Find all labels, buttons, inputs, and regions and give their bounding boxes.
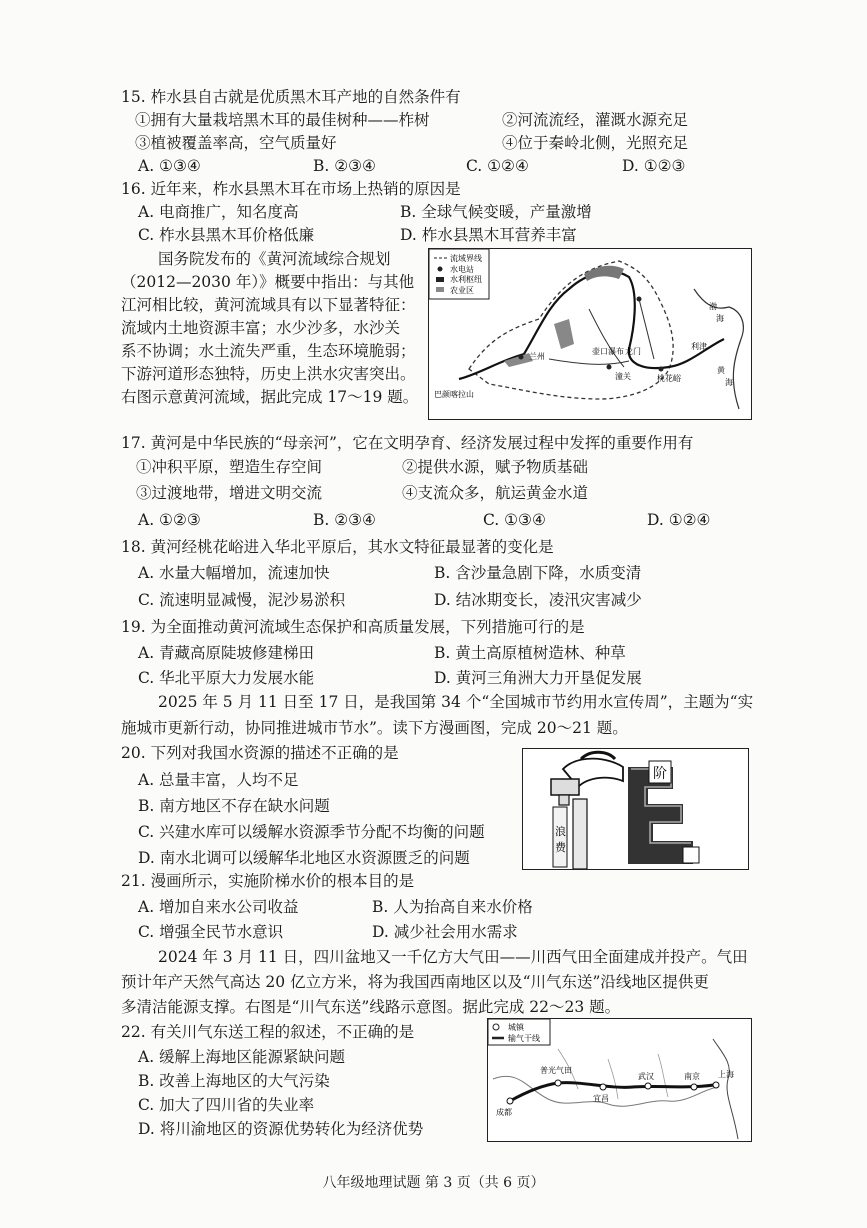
map1-label: 海 — [725, 378, 733, 387]
map2-label: 上海 — [718, 1070, 734, 1079]
legend-label: 水利枢纽 — [450, 275, 482, 284]
passage3-line: 多清洁能源支撑。右图是“川气东送”线路示意图。据此完成 22～23 题。 — [121, 998, 621, 1016]
q17-option-d: D. ①②④ — [647, 511, 711, 529]
q18-option-b: B. 含沙量急剧下降，水质变清 — [434, 564, 642, 582]
q22-option-d: D. 将川渝地区的资源优势转化为经济优势 — [138, 1120, 424, 1138]
yellow-river-map — [428, 248, 752, 420]
q21-option-a: A. 增加自来水公司收益 — [138, 898, 299, 916]
gas-pipeline-map — [487, 1018, 752, 1142]
q17-option-b: B. ②③④ — [313, 511, 376, 529]
legend-label: 输气干线 — [508, 1034, 540, 1043]
map2-label: 宜昌 — [593, 1094, 609, 1103]
q17-statement-4: ④支流众多，航运黄金水道 — [402, 484, 589, 502]
map1-label: 巴颜喀拉山 — [434, 390, 474, 399]
q19-option-a: A. 青藏高原陡坡修建梯田 — [138, 644, 315, 662]
q21-stem: 21. 漫画所示，实施阶梯水价的根本目的是 — [121, 872, 415, 890]
page-footer: 八年级地理试题 第 3 页（共 6 页） — [322, 1175, 545, 1191]
q16-option-a: A. 电商推广，知名度高 — [138, 203, 299, 221]
q16-option-b: B. 全球气候变暖，产量激增 — [400, 203, 592, 221]
q20-stem: 20. 下列对我国水资源的描述不正确的是 — [121, 744, 399, 762]
q22-option-c: C. 加大了四川省的失业率 — [138, 1096, 315, 1114]
q15-option-b: B. ②③④ — [313, 157, 376, 175]
q19-option-d: D. 黄河三角洲大力开垦促发展 — [434, 669, 642, 687]
q17-option-a: A. ①②③ — [138, 511, 201, 529]
q17-statement-2: ②提供水源，赋予物质基础 — [402, 458, 589, 476]
passage1-line: 国务院发布的《黄河流域综合规划 — [158, 250, 391, 268]
q18-option-a: A. 水量大幅增加，流速加快 — [138, 564, 330, 582]
q15-statement-2: ②河流流经，灌溉水源充足 — [502, 111, 689, 129]
passage1-line: （2012—2030 年）》概要中指出：与其他 — [121, 273, 415, 291]
q19-option-c: C. 华北平原大力发展水能 — [138, 669, 315, 687]
q21-option-b: B. 人为抬高自来水价格 — [372, 898, 533, 916]
map2-label: 武汉 — [638, 1072, 654, 1081]
q15-statement-4: ④位于秦岭北侧，光照充足 — [502, 134, 689, 152]
water-price-cartoon — [522, 748, 749, 870]
passage1-line: 系不协调；水土流失严重，生态环境脆弱； — [121, 342, 416, 360]
cartoon-char: 阶 — [653, 766, 667, 782]
legend-label: 城镇 — [508, 1023, 524, 1032]
q21-option-c: C. 增强全民节水意识 — [138, 923, 284, 941]
passage1-line: 流域内土地资源丰富；水少沙多，水沙关 — [121, 319, 401, 337]
q15-statement-3: ③植被覆盖率高，空气质量好 — [135, 134, 337, 152]
passage2-line: 2025 年 5 月 11 日至 17 日，是我国第 34 个“全国城市节约用水宣传周”，主题为“实 — [158, 693, 754, 711]
q16-stem: 16. 近年来，柞水县黑木耳在市场上热销的原因是 — [121, 180, 461, 198]
q17-option-c: C. ①③④ — [483, 511, 546, 529]
q15-option-c: C. ①②④ — [466, 157, 529, 175]
cartoon-char: 费 — [555, 841, 566, 854]
q15-stem: 15. 柞水县自古就是优质黑木耳产地的自然条件有 — [121, 88, 461, 106]
q22-option-b: B. 改善上海地区的大气污染 — [138, 1072, 330, 1090]
q17-statement-1: ①冲积平原，塑造生存空间 — [136, 458, 323, 476]
q21-option-d: D. 减少社会用水需求 — [372, 923, 518, 941]
passage2-line: 施城市更新行动，协同推进城市节水”。读下方漫画图，完成 20～21 题。 — [121, 719, 628, 737]
passage3-line: 2024 年 3 月 11 日，四川盆地又一千亿方大气田——川西气田全面建成并投产。气田 — [158, 948, 748, 966]
map1-label: 壶口瀑布 — [592, 347, 624, 356]
q22-option-a: A. 缓解上海地区能源紧缺问题 — [138, 1048, 346, 1066]
legend-hydropower-icon — [438, 267, 443, 272]
map1-label: 兰州 — [529, 352, 545, 361]
map1-label: 龙门 — [625, 347, 641, 356]
q20-option-a: A. 总量丰富，人均不足 — [138, 771, 299, 789]
legend-farmland-icon — [436, 287, 444, 292]
map2-label: 南京 — [684, 1072, 700, 1081]
map1-label: 桃花峪 — [657, 374, 681, 383]
yellow-river-map-drawing — [429, 249, 751, 419]
q20-option-d: D. 南水北调可以缓解华北地区水资源匮乏的问题 — [138, 849, 470, 867]
passage3-line: 预计年产天然气高达 20 亿立方米，将为我国西南地区以及“川气东送”沿线地区提供更 — [121, 973, 709, 991]
q17-stem: 17. 黄河是中华民族的“母亲河”，它在文明孕育、经济发展过程中发挥的重要作用有 — [121, 434, 694, 452]
q16-option-d: D. 柞水县黑木耳营养丰富 — [400, 226, 577, 244]
cartoon-char: 浪 — [555, 825, 566, 838]
map1-label: 潼关 — [615, 372, 631, 381]
q18-stem: 18. 黄河经桃花峪进入华北平原后，其水文特征最显著的变化是 — [121, 538, 554, 556]
q22-stem: 22. 有关川气东送工程的叙述，不正确的是 — [121, 1023, 415, 1041]
legend-label: 流域界线 — [450, 254, 482, 263]
cartoon-drawing — [523, 749, 748, 869]
gas-pipeline-map-drawing — [488, 1019, 751, 1141]
map1-label: 黄 — [717, 366, 725, 375]
map1-label: 利津 — [691, 342, 707, 351]
q17-statement-3: ③过渡地带，增进文明交流 — [136, 484, 323, 502]
passage1-line: 下游河道形态独特，历史上洪水灾害突出。 — [121, 365, 416, 383]
q19-stem: 19. 为全面推动黄河流域生态保护和高质量发展，下列措施可行的是 — [121, 618, 585, 636]
q15-statement-1: ①拥有大量栽培黑木耳的最佳树种——柞树 — [135, 111, 430, 129]
q16-option-c: C. 柞水县黑木耳价格低廉 — [138, 226, 315, 244]
legend-label: 农业区 — [450, 286, 474, 295]
q18-option-d: D. 结冰期变长，凌汛灾害减少 — [434, 591, 642, 609]
map1-label: 渤 — [709, 302, 717, 311]
passage1-line: 江河相比较，黄河流域具有以下显著特征： — [121, 296, 416, 314]
q18-option-c: C. 流速明显减慢，泥沙易淤积 — [138, 591, 346, 609]
q15-option-a: A. ①③④ — [138, 157, 201, 175]
map1-label: 海 — [716, 314, 724, 323]
q20-option-b: B. 南方地区不存在缺水问题 — [138, 797, 330, 815]
map2-label: 普光气田 — [540, 1066, 572, 1075]
legend-dam-icon — [436, 277, 444, 282]
passage1-line: 右图示意黄河流域，据此完成 17～19 题。 — [121, 388, 419, 406]
q20-option-c: C. 兴建水库可以缓解水资源季节分配不均衡的问题 — [138, 823, 485, 841]
q19-option-b: B. 黄土高原植树造林、种草 — [434, 644, 626, 662]
legend-label: 水电站 — [450, 265, 474, 274]
map2-label: 成都 — [496, 1108, 512, 1117]
q15-option-d: D. ①②③ — [622, 157, 686, 175]
